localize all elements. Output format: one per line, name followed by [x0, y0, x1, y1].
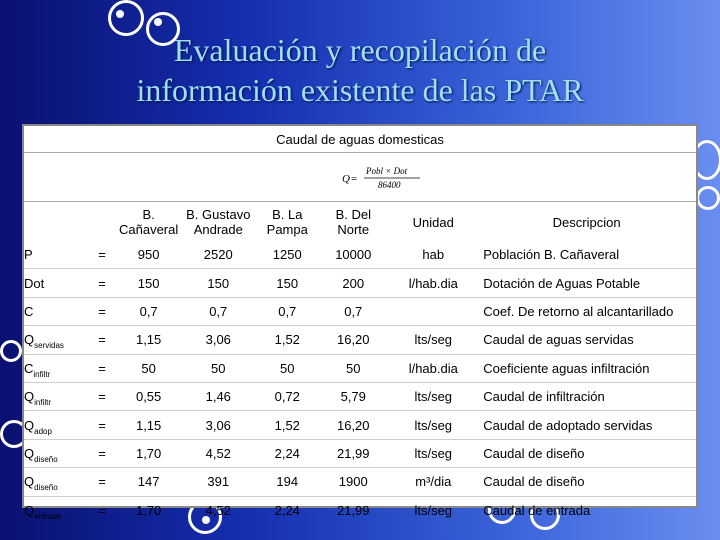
symbol-main: Q — [24, 502, 35, 518]
formula-equals: = — [351, 173, 358, 185]
cell-descripcion: Caudal de infiltración — [477, 382, 696, 410]
cell-la-pampa: 2,24 — [274, 502, 300, 518]
cell-descripcion: Dotación de Aguas Potable — [477, 269, 696, 297]
table-row — [24, 269, 696, 297]
bubble-circle-icon — [696, 186, 720, 210]
cell-gustavo-andrade: 150 — [179, 269, 257, 297]
slide-title-line1: Evaluación y recopilación de — [173, 32, 547, 68]
cell-la-pampa: 0,72 — [257, 382, 317, 410]
header-descripcion: Descripcion — [552, 214, 621, 230]
table-row — [24, 411, 696, 439]
cell-del-norte: 1900 — [317, 468, 389, 496]
formula-box — [24, 152, 696, 202]
table-row — [24, 439, 696, 467]
symbol-main: Q — [24, 389, 35, 405]
cell-del-norte: 50 — [317, 354, 389, 382]
bubble-dot-icon — [154, 18, 162, 26]
cell-del-norte: 0,7 — [317, 297, 389, 325]
cell-symbol — [24, 411, 86, 439]
cell-unidad: lts/seg — [389, 411, 477, 439]
cell-gustavo-andrade: 2520 — [179, 241, 257, 269]
bubble-circle-icon — [0, 340, 22, 362]
cell-del-norte: 16,20 — [317, 326, 389, 354]
cell-descripcion: Población B. Cañaveral — [477, 241, 696, 269]
header-eq — [86, 203, 118, 241]
cell-canaveral: 1,15 — [118, 326, 179, 354]
cell-canaveral: 0,55 — [118, 382, 179, 410]
cell-descripcion: Caudal de entrada — [483, 502, 591, 518]
symbol-subscript: infiltr — [33, 369, 51, 379]
symbol-main: Q — [24, 332, 35, 348]
symbol-main: C — [24, 303, 34, 319]
symbol-subscript: diseño — [34, 483, 58, 493]
cell-gustavo-andrade: 50 — [179, 354, 257, 382]
cell-del-norte: 21,99 — [317, 439, 389, 467]
slide-title-line2: información existente de las PTAR — [136, 72, 584, 108]
cell-canaveral: 1,15 — [118, 411, 179, 439]
cell-descripcion: Caudal de adoptado servidas — [477, 411, 696, 439]
cell-symbol — [24, 269, 86, 297]
cell-descripcion: Caudal de aguas servidas — [477, 326, 696, 354]
cell-canaveral: 1,70 — [135, 502, 162, 518]
symbol-main: P — [24, 247, 33, 263]
header-canaveral: B. Cañaveral — [119, 207, 179, 237]
cell-symbol — [24, 468, 86, 496]
cell-gustavo-andrade: 4,52 — [179, 439, 257, 467]
symbol-main: Q — [24, 445, 35, 461]
cell-unidad: l/hab.dia — [389, 354, 477, 382]
cell-descripcion: Caudal de diseño — [477, 468, 696, 496]
table-row — [24, 326, 696, 354]
formula-denominator: 86400 — [378, 180, 401, 190]
table-row — [24, 496, 696, 524]
table-row — [24, 468, 696, 496]
flow-table — [24, 203, 696, 524]
header-del-norte: B. Del Norte — [335, 207, 371, 237]
cell-gustavo-andrade: 0,7 — [179, 297, 257, 325]
cell-del-norte: 5,79 — [317, 382, 389, 410]
cell-del-norte: 200 — [317, 269, 389, 297]
cell-canaveral: 1,70 — [118, 439, 179, 467]
bubble-dot-icon — [116, 10, 124, 18]
cell-unidad: lts/seg — [389, 439, 477, 467]
cell-la-pampa: 1,52 — [257, 326, 317, 354]
cell-equals: = — [86, 326, 118, 354]
formula-numerator: Pobl × Dot — [366, 166, 408, 176]
cell-la-pampa: 194 — [257, 468, 317, 496]
cell-descripcion: Caudal de diseño — [477, 439, 696, 467]
cell-equals: = — [86, 411, 118, 439]
cell-equals: = — [86, 468, 118, 496]
table-row — [24, 297, 696, 325]
header-unidad: Unidad — [412, 214, 454, 230]
flow-formula — [342, 163, 422, 193]
cell-equals: = — [86, 241, 118, 269]
data-table-panel — [22, 124, 698, 521]
cell-equals: = — [86, 297, 118, 325]
cell-symbol — [24, 326, 86, 354]
cell-equals: = — [86, 354, 118, 382]
header-symbol — [24, 203, 86, 241]
cell-unidad: lts/seg — [389, 382, 477, 410]
cell-symbol — [24, 354, 86, 382]
cell-la-pampa: 2,24 — [257, 439, 317, 467]
cell-descripcion: Coeficiente aguas infiltración — [477, 354, 696, 382]
table-row — [24, 354, 696, 382]
cell-gustavo-andrade: 391 — [179, 468, 257, 496]
cell-canaveral: 50 — [118, 354, 179, 382]
cell-gustavo-andrade: 1,46 — [179, 382, 257, 410]
cell-la-pampa: 1250 — [257, 241, 317, 269]
cell-symbol — [24, 241, 86, 269]
cell-del-norte: 21,99 — [336, 502, 370, 518]
cell-canaveral: 0,7 — [118, 297, 179, 325]
symbol-main: Q — [24, 417, 35, 433]
slide-title — [40, 30, 680, 110]
cell-del-norte: 10000 — [317, 241, 389, 269]
cell-unidad: hab — [389, 241, 477, 269]
cell-canaveral: 150 — [118, 269, 179, 297]
table-header-row — [24, 203, 696, 241]
cell-equals: = — [86, 382, 118, 410]
header-la-pampa: B. La Pampa — [266, 207, 308, 237]
symbol-subscript: diseño — [34, 454, 58, 464]
table-row — [24, 382, 696, 410]
cell-gustavo-andrade: 3,06 — [179, 411, 257, 439]
formula-lhs: Q — [342, 173, 350, 185]
symbol-subscript: infiltr — [34, 398, 52, 408]
cell-la-pampa: 0,7 — [257, 297, 317, 325]
cell-la-pampa: 150 — [257, 269, 317, 297]
cell-del-norte: 16,20 — [317, 411, 389, 439]
cell-la-pampa: 50 — [257, 354, 317, 382]
cell-canaveral: 950 — [118, 241, 179, 269]
cell-descripcion: Coef. De retorno al alcantarillado — [477, 297, 696, 325]
cell-unidad: lts/seg — [389, 326, 477, 354]
symbol-subscript: adop — [34, 426, 52, 436]
symbol-subscript: servidas — [34, 341, 64, 351]
cell-la-pampa: 1,52 — [257, 411, 317, 439]
cell-unidad — [389, 297, 477, 325]
symbol-subscript: entrada — [34, 511, 62, 521]
header-gustavo-andrade: B. Gustavo Andrade — [186, 207, 251, 237]
table-row — [24, 241, 696, 269]
cell-gustavo-andrade: 4,52 — [205, 502, 231, 518]
cell-equals: = — [86, 269, 118, 297]
symbol-main: Q — [24, 474, 35, 490]
cell-unidad: m³/dia — [389, 468, 477, 496]
cell-equals: = — [98, 502, 106, 518]
cell-canaveral: 147 — [118, 468, 179, 496]
cell-equals: = — [86, 439, 118, 467]
cell-gustavo-andrade: 3,06 — [179, 326, 257, 354]
symbol-main: Dot — [24, 275, 45, 291]
cell-symbol — [24, 297, 86, 325]
table-caption: Caudal de aguas domesticas — [276, 132, 444, 147]
symbol-main: C — [24, 360, 34, 376]
cell-symbol — [24, 382, 86, 410]
cell-unidad: l/hab.dia — [389, 269, 477, 297]
cell-symbol — [24, 439, 86, 467]
cell-symbol — [24, 496, 86, 524]
cell-unidad: lts/seg — [414, 502, 453, 518]
